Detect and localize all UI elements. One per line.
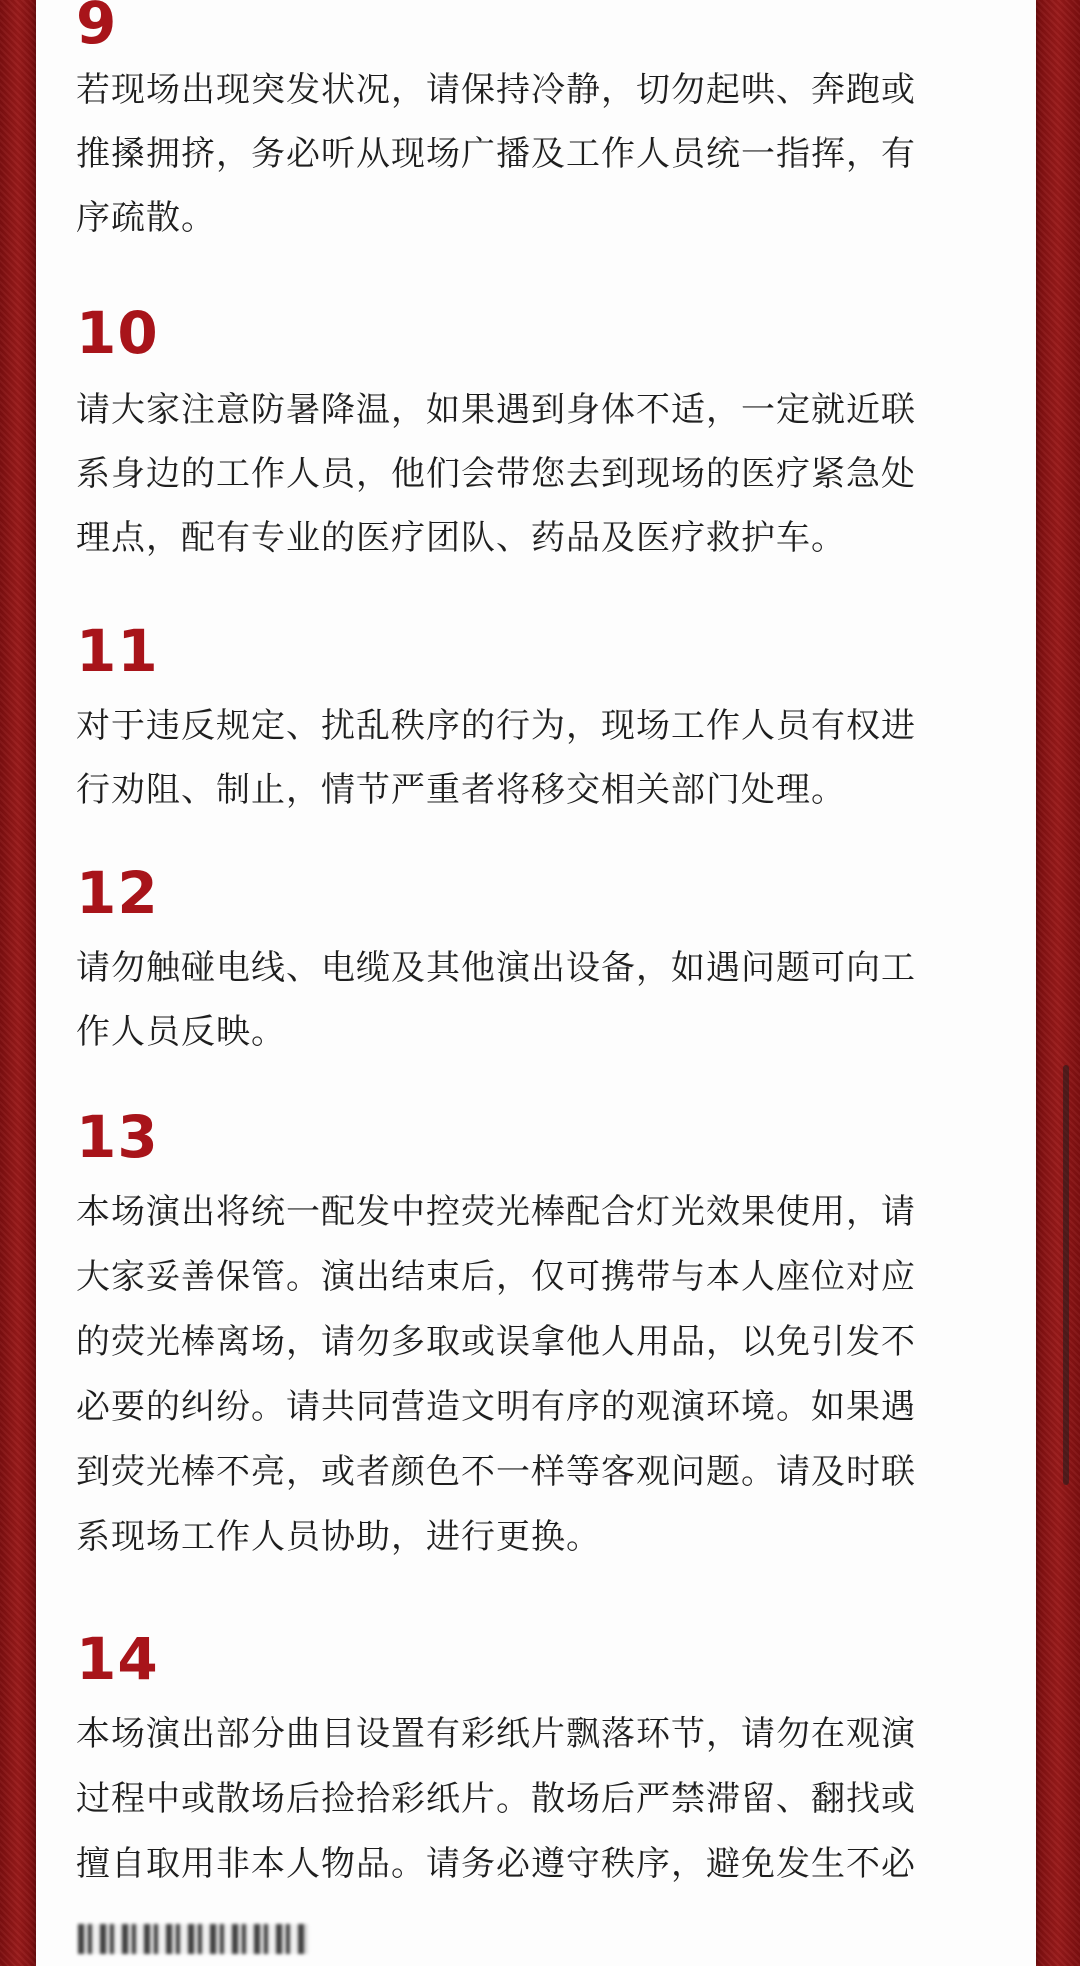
rule-line: 理点，配有专业的医疗团队、药品及医疗救护车。 xyxy=(76,518,846,558)
rule-line: 请大家注意防暑降温，如果遇到身体不适，一定就近联 xyxy=(76,390,916,430)
rule-line: 大家妥善保管。演出结束后，仅可携带与本人座位对应 xyxy=(76,1257,916,1297)
cut-off-line xyxy=(78,1924,308,1954)
rule-line: 本场演出部分曲目设置有彩纸片飘落环节，请勿在观演 xyxy=(76,1714,916,1754)
rule-line: 到荧光棒不亮，或者颜色不一样等客观问题。请及时联 xyxy=(76,1452,916,1492)
rule-line: 必要的纠纷。请共同营造文明有序的观演环境。如果遇 xyxy=(76,1387,916,1427)
rule-line: 请勿触碰电线、电缆及其他演出设备，如遇问题可向工 xyxy=(76,948,916,988)
rule-number: 9 xyxy=(76,0,118,57)
rule-line: 擅自取用非本人物品。请务必遵守秩序，避免发生不必 xyxy=(76,1844,916,1884)
rule-number: 14 xyxy=(76,1625,159,1693)
rule-number: 11 xyxy=(76,617,159,685)
rule-line: 推搡拥挤，务必听从现场广播及工作人员统一指挥，有 xyxy=(76,134,916,174)
rule-line: 行劝阻、制止，情节严重者将移交相关部门处理。 xyxy=(76,770,846,810)
rule-line: 过程中或散场后捡拾彩纸片。散场后严禁滞留、翻找或 xyxy=(76,1779,916,1819)
rule-line: 若现场出现突发状况，请保持冷静，切勿起哄、奔跑或 xyxy=(76,70,916,110)
right-border xyxy=(1036,0,1080,1966)
rule-line: 本场演出将统一配发中控荧光棒配合灯光效果使用，请 xyxy=(76,1192,916,1232)
rule-line: 对于违反规定、扰乱秩序的行为，现场工作人员有权进 xyxy=(76,706,916,746)
rule-number: 13 xyxy=(76,1103,159,1171)
rule-line: 作人员反映。 xyxy=(76,1012,286,1052)
left-border xyxy=(0,0,36,1966)
rule-number: 10 xyxy=(76,299,159,367)
rules-panel xyxy=(36,0,1036,1966)
rule-line: 系现场工作人员协助，进行更换。 xyxy=(76,1517,601,1557)
rule-line: 系身边的工作人员，他们会带您去到现场的医疗紧急处 xyxy=(76,454,916,494)
rule-line: 的荧光棒离场，请勿多取或误拿他人用品，以免引发不 xyxy=(76,1322,916,1362)
rule-number: 12 xyxy=(76,859,159,927)
scrollbar[interactable] xyxy=(1063,1065,1069,1485)
rule-line: 序疏散。 xyxy=(76,198,216,238)
